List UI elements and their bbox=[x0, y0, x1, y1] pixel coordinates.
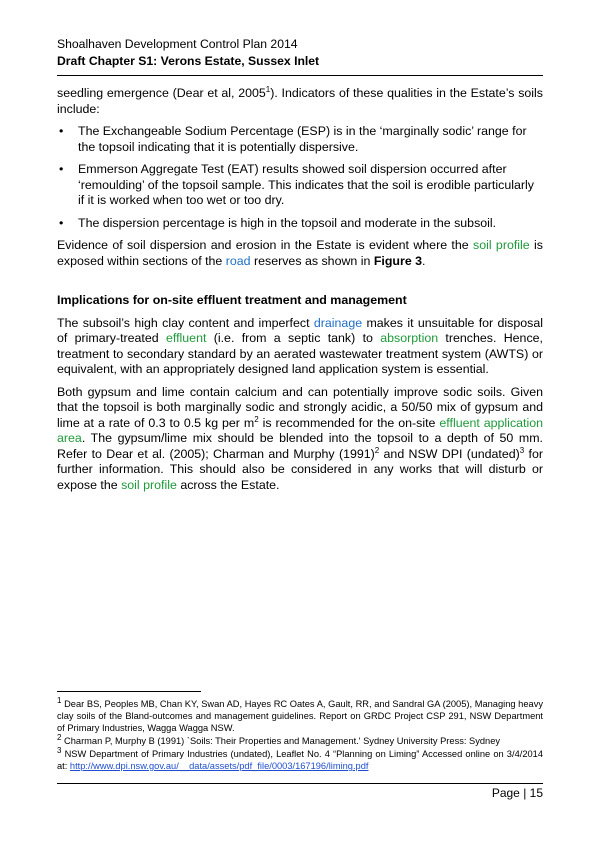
footnote-text: Dear BS, Peoples MB, Chan KY, Swan AD, Hayes RC Oates A, Gault, RR, and Sandral GA (2005), Managing heavy clay soils of the Bland-outcomes and management guidelines. Report on GRDC Project CSP 291, NSW Department of Primary Industries, Wagga Wagga NSW. bbox=[57, 699, 543, 733]
glossary-link-effluent[interactable]: effluent bbox=[165, 331, 207, 345]
footnote-separator bbox=[57, 691, 201, 692]
footnote-number: 3 bbox=[57, 745, 62, 755]
bullet-icon: • bbox=[59, 162, 64, 176]
footnote-ref-1[interactable]: 1 bbox=[265, 84, 271, 94]
footnote-number: 1 bbox=[57, 695, 62, 705]
section-heading: Implications for on-site effluent treatment and management bbox=[57, 293, 407, 307]
text-span: and NSW DPI (undated) bbox=[379, 446, 520, 461]
glossary-link-absorption[interactable]: absorption bbox=[380, 331, 439, 345]
paragraph-gypsum-lime bbox=[57, 385, 543, 494]
text-span: ). Indicators of these qualities in the Estate’s soils include: bbox=[57, 86, 543, 116]
footnote-1 bbox=[57, 695, 543, 734]
bullet-icon: • bbox=[59, 215, 64, 230]
text-span: makes it unsuitable for disposal of primary-treated bbox=[57, 315, 543, 345]
text-span: is exposed within sections of the bbox=[57, 238, 543, 268]
figure-reference: Figure 3 bbox=[373, 253, 423, 268]
paragraph-evidence bbox=[57, 238, 543, 269]
glossary-link-soil-profile[interactable]: soil profile bbox=[121, 477, 177, 492]
footnote-number: 2 bbox=[57, 732, 62, 742]
list-item bbox=[57, 162, 543, 209]
text-span: The subsoil’s high clay content and imperfect bbox=[57, 315, 314, 330]
footer-divider bbox=[57, 783, 543, 784]
liming-leaflet-link[interactable]: http://www.dpi.nsw.gov.au/__data/assets/pdf_file/0003/167196/liming.pdf bbox=[69, 761, 369, 771]
paragraph-subsoil bbox=[57, 316, 543, 378]
main-content bbox=[57, 86, 543, 500]
list-item bbox=[57, 124, 543, 155]
glossary-link-drainage[interactable]: drainage bbox=[313, 315, 363, 330]
glossary-link-road[interactable]: road bbox=[225, 253, 251, 268]
text-span: . The gypsum/lime mix should be blended into the topsoil to a depth of 50 mm. Refer to Dear et al. (2005); Charman and Murphy (1991) bbox=[57, 431, 543, 461]
footnote-3 bbox=[57, 745, 543, 772]
text-span: . bbox=[422, 253, 426, 268]
text-span: Evidence of soil dispersion and erosion in the Estate is evident where the bbox=[57, 238, 473, 252]
text-span: seedling emergence (Dear et al, 2005 bbox=[57, 86, 266, 100]
header-chapter-title: Draft Chapter S1: Verons Estate, Sussex Inlet bbox=[57, 54, 320, 68]
header-plan-title: Shoalhaven Development Control Plan 2014 bbox=[57, 37, 298, 51]
list-item-text: Emmerson Aggregate Test (EAT) results showed soil dispersion occurred after ‘remoulding’ of the topsoil sample. This indicates that the soil is erodible particularly if it is worked when too wet or too dry. bbox=[78, 162, 534, 207]
text-span: is recommended for the on-site bbox=[258, 415, 440, 430]
page-number: Page | 15 bbox=[491, 786, 543, 800]
glossary-link-effluent-application-area[interactable]: effluent application area bbox=[57, 415, 544, 445]
text-span: (i.e. from a septic tank) to bbox=[206, 331, 381, 345]
footnote-text: NSW Department of Primary Industries (undated), Leaflet No. 4 “Planning on Liming” Accessed online on 3/4/2014 at: bbox=[57, 749, 543, 771]
text-span: for further information. This should also be considered in any works that will disturb or expose the bbox=[57, 446, 543, 492]
list-item-text: The Exchangeable Sodium Percentage (ESP) is in the ‘marginally sodic’ range for the topsoil indicating that it is potentially dispersive. bbox=[78, 124, 527, 154]
paragraph-intro bbox=[57, 86, 543, 117]
text-span: Both gypsum and lime contain calcium and can potentially improve sodic soils. Given that the topsoil is both marginally sodic and strongly acidic, a 50/50 mix of gypsum and lime at a rate of 0.3 to 0.5 kg per m bbox=[57, 384, 543, 430]
header-divider bbox=[57, 75, 543, 76]
text-span: trenches. Hence, treatment to secondary standard by an aerated wastewater treatment system (AWTS) or equivalent, with an appropriately designed land application system is essential. bbox=[57, 331, 543, 376]
footnote-ref-2[interactable]: 2 bbox=[374, 445, 380, 455]
bullet-icon: • bbox=[59, 124, 64, 138]
text-span: across the Estate. bbox=[176, 477, 280, 492]
footnote-2 bbox=[57, 732, 543, 747]
glossary-link-soil-profile[interactable]: soil profile bbox=[473, 238, 530, 252]
superscript-squared: 2 bbox=[254, 414, 259, 424]
page-header bbox=[57, 36, 543, 70]
list-item-text: The dispersion percentage is high in the topsoil and moderate in the subsoil. bbox=[78, 215, 497, 230]
spacer bbox=[57, 276, 543, 293]
indicator-list bbox=[57, 124, 543, 231]
footnote-text: Charman P, Murphy B (1991) `Soils: Their Properties and Management.' Sydney University Press: Sydney bbox=[61, 736, 501, 746]
footnotes bbox=[57, 695, 543, 773]
text-span: reserves as shown in bbox=[250, 253, 374, 268]
footnote-ref-3[interactable]: 3 bbox=[519, 445, 525, 455]
list-item bbox=[57, 216, 543, 232]
